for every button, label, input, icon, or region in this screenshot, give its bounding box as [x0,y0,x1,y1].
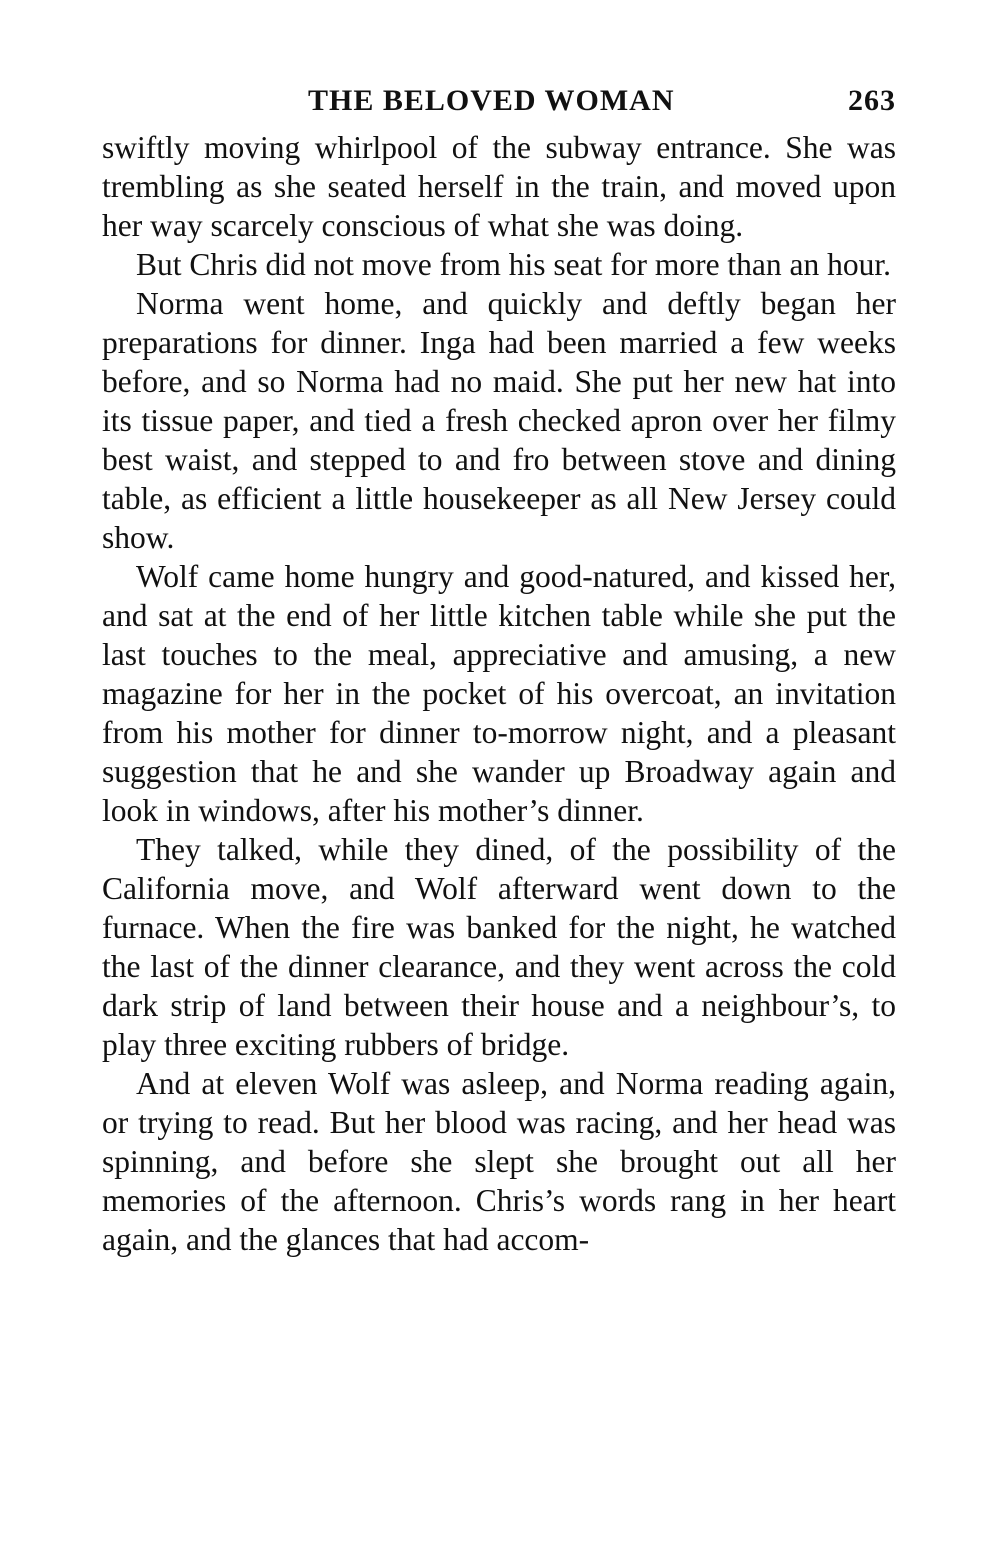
paragraph: swiftly moving whirlpool of the subway entrance. She was trembling as she seated herself in the train, and moved upon her way scarcely conscious of what she was doing. [102,130,896,243]
body-text [102,128,896,1259]
paragraph: But Chris did not move from his seat for more than an hour. [136,247,892,282]
paragraph: Wolf came home hungry and good-natured, and kissed her, and sat at the end of her little kitchen table while she put the last touches to the meal, appreciative and amusing, a new magazine for her in the pocket of his overcoat, an invitation from his mother for dinner to-morrow night, and a pleasant suggestion that he and she wander up Broadway again and look in windows, after his mother’s dinner. [102,559,896,828]
page-number: 263 [848,84,896,117]
paragraph: Norma went home, and quickly and deftly began her preparations for dinner. Inga had been married a few weeks before, and so Norma had no maid. She put her new hat into its tissue paper, and tied a fresh checked apron over her filmy best waist, and stepped to and fro between stove and dining table, as efficient a little housekeeper as all New Jersey could show. [102,286,896,555]
running-title: THE BELOVED WOMAN [308,84,675,117]
book-page [102,80,896,1259]
paragraph: And at eleven Wolf was asleep, and Norma reading again, or trying to read. But her blood was racing, and her head was spinning, and before she slept she brought out all her memories of the afternoon. Chris’s words rang in her heart again, and the glances that had accom- [102,1066,896,1257]
paragraph: They talked, while they dined, of the possibility of the California move, and Wolf afterward went down to the furnace. When the fire was banked for the night, he watched the last of the dinner clearance, and they went across the cold dark strip of land between their house and a neighbour’s, to play three exciting rubbers of bridge. [102,832,896,1062]
running-head [102,80,896,128]
